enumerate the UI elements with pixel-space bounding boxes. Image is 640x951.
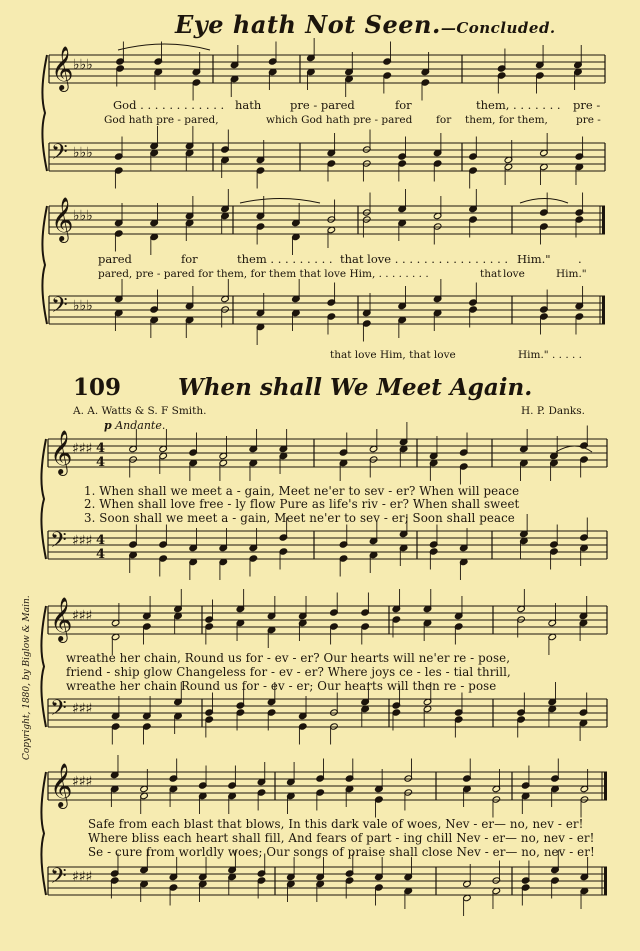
lyric-s1-upper-2: hath bbox=[235, 98, 262, 112]
bass-clef-icon: 𝄢 bbox=[50, 528, 67, 558]
copyright-note: Copyright, 1880, by Biglow & Main. bbox=[22, 595, 32, 760]
lyric-s2-lower-3: love bbox=[503, 268, 525, 280]
lyric-s2-lower-1: pared, pre - pared for them, for them that love Him, . . . . . . . . bbox=[98, 268, 429, 280]
time-signature-icon: 4 bbox=[96, 441, 106, 456]
bass-clef-icon: 𝄢 bbox=[51, 293, 68, 323]
brace-109-s2 bbox=[41, 606, 46, 727]
key-signature-sharps-icon: ♯♯♯ bbox=[72, 608, 93, 624]
verse2-line3: Where bliss each heart shall fill, And fears of part - ing chill Nev - er— no, nev - er! bbox=[88, 831, 595, 845]
hymn-title: When shall We Meet Again. bbox=[178, 374, 533, 401]
key-signature-sharps-icon: ♯♯♯ bbox=[72, 441, 93, 457]
verse1-line3: Safe from each blast that blows, In this dark vale of woes, Nev - er— no, nev - er! bbox=[88, 817, 584, 831]
brace-109-s3 bbox=[41, 772, 46, 895]
verse1-line2: wreathe her chain, Round us for - ev - er? Our hearts will ne'er re - pose, bbox=[66, 651, 511, 665]
staff-109-s3-bass-final-thick bbox=[604, 867, 607, 895]
key-signature-flats-icon: ♭♭♭ bbox=[73, 298, 93, 314]
lyric-s2-lower-2: that bbox=[480, 268, 502, 280]
lyric-s2-upper-5: Him." bbox=[517, 252, 551, 266]
key-signature-flats-icon: ♭♭♭ bbox=[73, 145, 93, 161]
lyric-s1-upper-5: them, . . . . . . . bbox=[476, 98, 561, 112]
slur bbox=[520, 199, 568, 204]
slur bbox=[240, 199, 320, 204]
lyric-s2-upper-1: pared bbox=[98, 252, 132, 266]
lyric-s1-upper-1: God . . . . . . . . . . . . bbox=[113, 98, 225, 112]
lyric-s2-upper-4: that love . . . . . . . . . . . . . . . . bbox=[340, 252, 509, 266]
staff-top-s2-treble-final-thick bbox=[602, 206, 605, 234]
verse2-line1: 2. When shall love free - ly flow Pure as life's riv - er? When shall sweet bbox=[84, 497, 520, 511]
concluded-hymn-title bbox=[175, 10, 556, 39]
treble-clef-icon: 𝄞 bbox=[50, 430, 73, 474]
lyric-s1-upper-6: pre - bbox=[573, 98, 601, 112]
verse1-line1: 1. When shall we meet a - gain, Meet ne'er to sev - er? When will peace bbox=[84, 484, 520, 498]
tempo-marking bbox=[104, 419, 165, 432]
lyric-s1-upper-4: for bbox=[395, 98, 412, 112]
key-signature-flats-icon: ♭♭♭ bbox=[73, 208, 93, 224]
lyric-s1-lower-5: pre - bbox=[576, 114, 601, 126]
words-credit: A. A. Watts & S. F Smith. bbox=[73, 405, 207, 417]
verse3-line3: Se - cure from worldly woes; Our songs of praise shall close Nev - er— no, nev - er! bbox=[88, 845, 595, 859]
concluded-suffix: —Concluded. bbox=[440, 19, 556, 37]
lyric-s1-upper-3: pre - pared bbox=[290, 98, 355, 112]
lyric-s2-bass-2: Him." . . . . . bbox=[518, 349, 583, 361]
bass-clef-icon: 𝄢 bbox=[50, 696, 67, 726]
treble-clef-icon: 𝄞 bbox=[51, 46, 74, 90]
concluded-hymn-title-text: Eye hath Not Seen. bbox=[175, 10, 441, 39]
lyric-s2-bass-1: that love Him, that love bbox=[330, 349, 456, 361]
key-signature-sharps-icon: ♯♯♯ bbox=[72, 869, 93, 885]
treble-clef-icon: 𝄞 bbox=[51, 197, 74, 241]
lyric-s1-lower-4: them, for them, bbox=[465, 114, 548, 126]
time-signature-icon: 4 bbox=[96, 547, 106, 562]
lyric-s2-upper-2: for bbox=[181, 252, 198, 266]
dynamic-marking: p bbox=[104, 419, 112, 432]
key-signature-sharps-icon: ♯♯♯ bbox=[72, 774, 93, 790]
brace-top-s1 bbox=[42, 55, 47, 171]
hymn-number: 109 bbox=[73, 374, 122, 401]
treble-clef-icon: 𝄞 bbox=[50, 597, 73, 641]
staff-top-s2-bass-final-thick bbox=[602, 296, 605, 324]
tempo-text: Andante. bbox=[115, 419, 166, 432]
bass-clef-icon: 𝄢 bbox=[50, 864, 67, 894]
slur bbox=[118, 44, 210, 50]
music-credit: H. P. Danks. bbox=[521, 405, 585, 417]
treble-clef-icon: 𝄞 bbox=[50, 763, 73, 807]
time-signature-icon: 4 bbox=[96, 533, 106, 548]
verse3-line2: wreathe her chain Round us for - ev - er; Our hearts will then re - pose bbox=[66, 679, 497, 693]
bass-clef-icon: 𝄢 bbox=[51, 140, 68, 170]
lyric-s1-lower-3: for bbox=[436, 114, 452, 126]
brace-top-s2 bbox=[42, 206, 47, 324]
lyric-s2-upper-6: . bbox=[578, 252, 582, 266]
key-signature-sharps-icon: ♯♯♯ bbox=[72, 701, 93, 717]
lyric-s2-lower-4: Him." bbox=[556, 268, 587, 280]
staff-109-s3-treble-final-thick bbox=[604, 772, 607, 800]
lyric-s2-upper-3: them . . . . . . . . . bbox=[237, 252, 333, 266]
lyric-s1-lower-2: which God hath pre - pared bbox=[266, 114, 413, 126]
key-signature-sharps-icon: ♯♯♯ bbox=[72, 533, 93, 549]
brace-109-s1 bbox=[41, 439, 46, 559]
key-signature-flats-icon: ♭♭♭ bbox=[73, 57, 93, 73]
verse2-line2: friend - ship glow Changeless for - ev - er? Where joys ce - les - tial thrill, bbox=[66, 665, 511, 679]
time-signature-icon: 4 bbox=[96, 455, 106, 470]
lyric-s1-lower-1: God hath pre - pared, bbox=[104, 114, 219, 126]
verse3-line1: 3. Soon shall we meet a - gain, Meet ne'er to sev - er; Soon shall peace bbox=[84, 511, 515, 525]
